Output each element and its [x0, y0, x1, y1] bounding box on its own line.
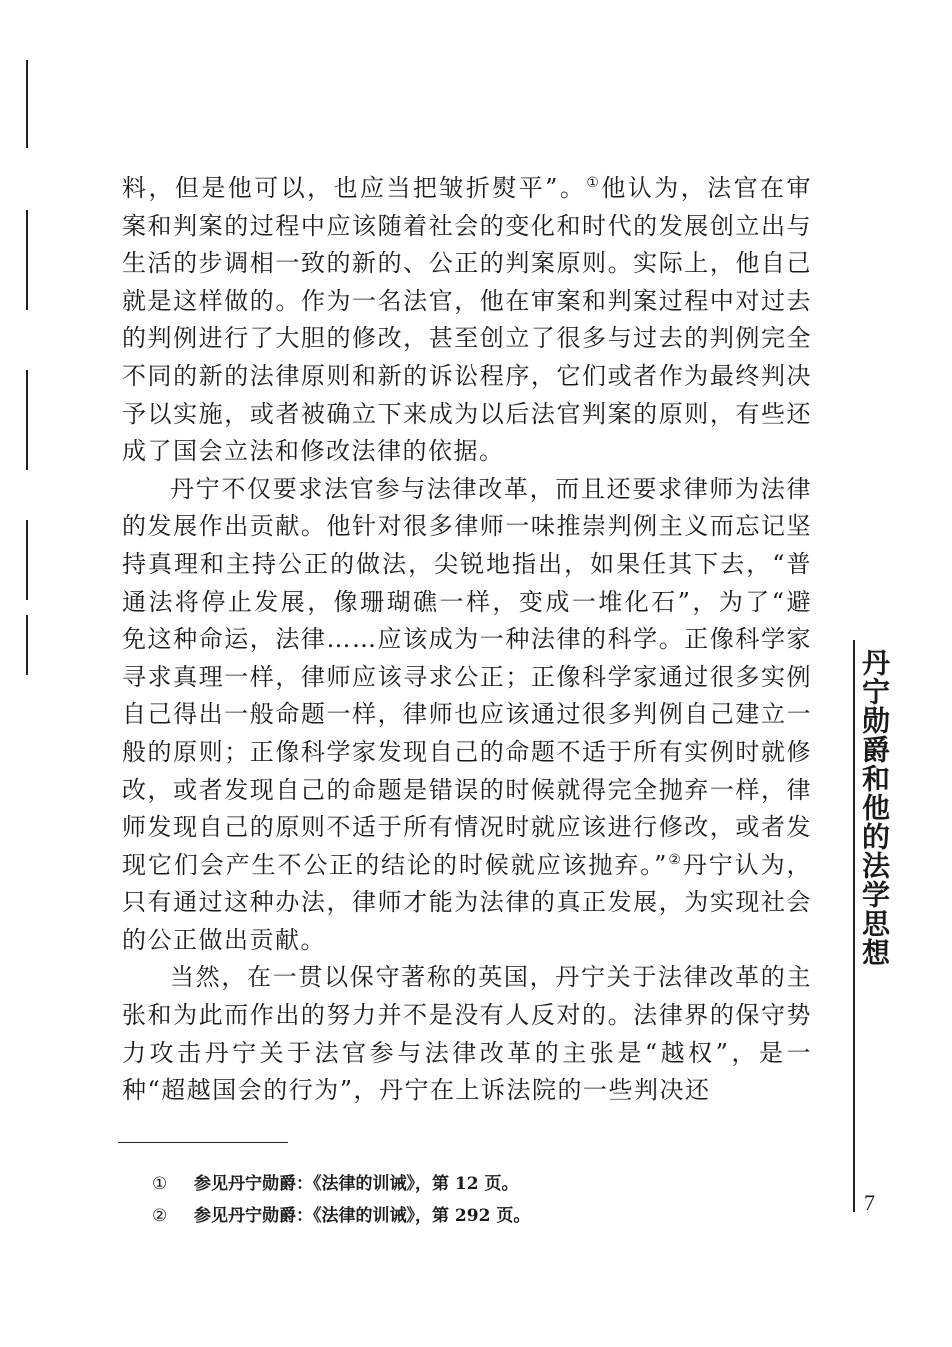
footnotes — [152, 1168, 752, 1232]
footnote-marker: ① — [586, 175, 602, 191]
page-number: 7 — [864, 1190, 875, 1215]
margin-bar — [26, 520, 28, 600]
paragraph-text: 当然，在一贯以保守著称的英国，丹宁关于法律改革的主张和为此而作出的努力并不是没有人反对的。法律界的保守势力攻击丹宁关于法官参与法律改革的主张是“越权”，是一种“超越国会的行为”，丹宁在上诉法院的一些判决还 — [122, 963, 812, 1105]
paragraph-text: 丹宁不仅要求法官参与法律改革，而且还要求律师为法律的发展作出贡献。他针对很多律师一味推崇判例主义而忘记坚持真理和主持公正的做法，尖锐地指出，如果任其下去，“普通法将停止发展，像珊瑚礁一样，变成一堆化石”，为了“避免这种命运，法律……应该成为一种法律的科学。正像科学家寻求真理一样，律师应该寻求公正；正像科学家通过很多实例自己得出一般命题一样，律师也应该通过很多判例自己建立一般的原则；正像科学家发现自己的命题不适于所有实例时就修改，或者发现自己的命题是错误的时候就得完全抛弃一样，律师发现自己的原则不适于所有情况时就应该进行修改，或者发现它们会产生不公正的结论的时候就应该抛弃。” — [122, 474, 812, 879]
footnote-marker: ② — [667, 851, 683, 868]
paragraph-text: 他认为，法官在审案和判案的过程中应该随着社会的变化和时代的发展创立出与生活的步调相一致的新的、公正的判案原则。实际上，他自己就是这样做的。作为一名法官，他在审案和判案过程中对过去的判例进行了大胆的修改，甚至创立了很多与过去的判例完全不同的新的法律原则和新的诉讼程序，它们或者作为最终判决予以实施，或者被确立下来成为以后法官判案的原则，有些还成了国会立法和修改法律的依据。 — [122, 174, 812, 466]
footnote-text: 参见丹宁勋爵：《法律的训诫》，第 292 页。 — [194, 1206, 531, 1226]
side-chapter-title: 丹宁勋爵和他的法学思想 — [858, 648, 891, 967]
footnote-text: 参见丹宁勋爵：《法律的训诫》，第 12 页。 — [194, 1174, 519, 1194]
footnote-number: ② — [152, 1206, 168, 1226]
margin-bar — [26, 60, 28, 148]
footnote-rule — [118, 1142, 288, 1143]
margin-bar — [26, 615, 28, 675]
footnote-number: ① — [152, 1174, 168, 1194]
paragraph — [122, 471, 812, 960]
footnote-2 — [152, 1200, 752, 1232]
paragraph — [122, 959, 812, 1109]
margin-bar — [26, 210, 28, 310]
paragraph-text: 料，但是他可以，也应当把皱折熨平”。 — [122, 174, 587, 202]
paragraph-text: 丹宁认为，只有通过这种办法，律师才能为法律的真正发展，为实现社会的公正做出贡献。 — [122, 850, 812, 954]
footnote-1 — [152, 1168, 752, 1200]
margin-bar — [26, 370, 28, 470]
paragraph — [122, 170, 812, 471]
body-text — [122, 170, 812, 1110]
